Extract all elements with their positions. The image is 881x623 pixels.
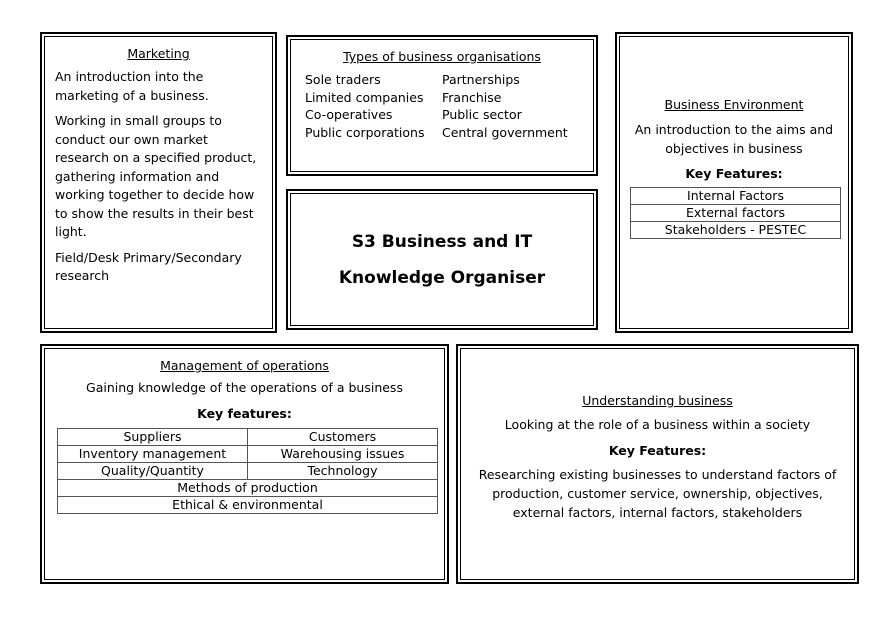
- table-row: [58, 496, 438, 513]
- types-item: Franchise: [442, 89, 502, 105]
- understanding-title: Understanding business: [582, 393, 733, 408]
- table-cell: Ethical & environmental: [58, 496, 438, 513]
- environment-desc: An introduction to the aims and objectives in business: [634, 122, 834, 156]
- understanding-panel: [456, 344, 859, 584]
- table-cell: Quality/Quantity: [58, 462, 248, 479]
- table-row: [631, 222, 841, 239]
- types-item: Central government: [442, 124, 568, 140]
- marketing-panel: [40, 32, 277, 333]
- management-desc: Gaining knowledge of the operations of a business: [86, 380, 403, 395]
- management-key-label: Key features:: [197, 405, 292, 421]
- table-cell: Customers: [248, 428, 438, 445]
- page-title: S3 Business and IT: [351, 231, 533, 252]
- types-right-column: [442, 71, 579, 141]
- types-item: Partnerships: [442, 72, 520, 87]
- types-item: Co-operatives: [305, 107, 393, 122]
- table-cell: Methods of production: [58, 479, 438, 496]
- types-columns: [305, 71, 579, 141]
- management-table: [57, 428, 438, 514]
- management-panel: [40, 344, 449, 584]
- table-row: [58, 479, 438, 496]
- table-cell: Inventory management: [58, 445, 248, 462]
- marketing-title: Marketing: [127, 46, 190, 61]
- table-cell: Technology: [248, 462, 438, 479]
- environment-panel: [615, 32, 853, 333]
- types-item: Public corporations: [305, 124, 425, 140]
- marketing-intro: An introduction into the marketing of a business.: [55, 69, 209, 103]
- page-subtitle: Knowledge Organiser: [338, 267, 546, 288]
- understanding-key-label: Key Features:: [608, 442, 707, 458]
- types-title: Types of business organisations: [343, 49, 541, 64]
- table-row: [631, 205, 841, 222]
- table-row: [58, 428, 438, 445]
- understanding-desc: Looking at the role of a business within a society: [504, 417, 811, 432]
- marketing-research-types: Field/Desk Primary/Secondary research: [55, 249, 242, 283]
- table-cell: Suppliers: [58, 428, 248, 445]
- environment-table: [630, 187, 841, 239]
- types-item: Sole traders: [305, 72, 381, 87]
- management-title: Management of operations: [160, 358, 329, 373]
- table-row: [631, 188, 841, 205]
- types-left-column: [305, 71, 442, 141]
- environment-title: Business Environment: [664, 97, 804, 112]
- table-row: [58, 462, 438, 479]
- understanding-details: Researching existing businesses to understand factors of production, customer service, ownership, objectives, external factors, internal factors, stakeholders: [478, 466, 837, 520]
- types-panel: [286, 35, 598, 176]
- table-row: [58, 445, 438, 462]
- table-cell: External factors: [631, 205, 841, 222]
- table-cell: Stakeholders - PESTEC: [631, 222, 841, 239]
- marketing-groupwork: Working in small groups to conduct our own market research on a specified product, gathering information and working together to decide how to show the results in their best light.: [55, 113, 257, 239]
- table-cell: Warehousing issues: [248, 445, 438, 462]
- types-item: Limited companies: [305, 89, 424, 105]
- table-cell: Internal Factors: [631, 188, 841, 205]
- environment-key-label: Key Features:: [685, 166, 783, 181]
- title-panel: [286, 189, 598, 330]
- types-item: Public sector: [442, 107, 522, 122]
